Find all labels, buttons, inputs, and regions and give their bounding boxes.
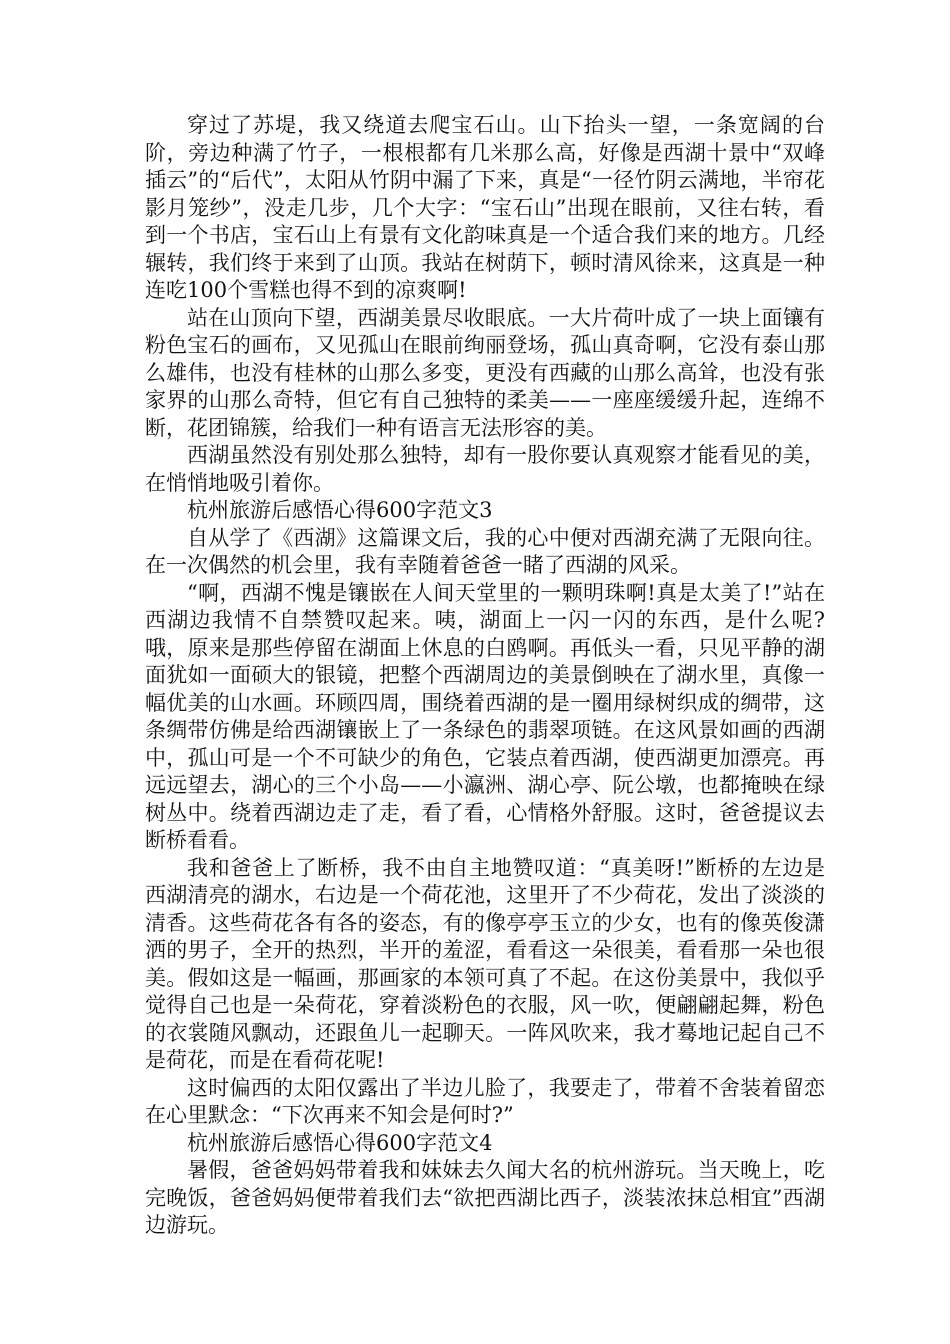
- paragraph-west-lake-charm: 西湖虽然没有别处那么独特，却有一股你要认真观察才能看见的美，在悄悄地吸引着你。: [145, 443, 825, 495]
- paragraph-essay3-lake: “啊，西湖不愧是镶嵌在人间天堂里的一颗明珠啊!真是太美了!”站在西湖边我情不自禁赞叹起来。咦，湖面上一闪一闪的东西，是什么呢?哦，原来是那些停留在湖面上休息的白鸥啊。再低头一看，只见平静的湖面犹如一面硕大的银镜，把整个西湖周边的美景倒映在了湖水里，真像一幅优美的山水画。环顾四周，围绕着西湖的是一圈用绿树织成的绸带，这条绸带仿佛是给西湖镶嵌上了一条绿色的翡翠项链。在这风景如画的西湖中，孤山可是一个不可缺少的角色，它装点着西湖，使西湖更加漂亮。再远远望去，湖心的三个小岛——小瀛洲、湖心亭、阮公墩，也都掩映在绿树丛中。绕着西湖边走了走，看了看，心情格外舒服。这时，爸爸提议去断桥看看。: [145, 580, 825, 852]
- paragraph-essay3-intro: 自从学了《西湖》这篇课文后，我的心中便对西湖充满了无限向往。在一次偶然的机会里，我有幸随着爸爸一睹了西湖的风采。: [145, 525, 825, 577]
- paragraph-mountain-top-view: 站在山顶向下望，西湖美景尽收眼底。一大片荷叶成了一块上面镶有粉色宝石的画布，又见孤山在眼前绚丽登场，孤山真奇啊，它没有泰山那么雄伟，也没有桂林的山那么多变，更没有西藏的山那么高耸，也没有张家界的山那么奇特，但它有自己独特的柔美——一座座缓缓升起，连绵不断，花团锦簇，给我们一种有语言无法形容的美。: [145, 305, 825, 440]
- paragraph-baoshi-mountain: 穿过了苏堤，我又绕道去爬宝石山。山下抬头一望，一条宽阔的台阶，旁边种满了竹子，一根根都有几米那么高，好像是西湖十景中“双峰插云”的“后代”，太阳从竹阴中漏了下来，真是“一径竹阴云满地，半帘花影月笼纱”，没走几步，几个大字：“宝石山”出现在眼前，又往右转，看到一个书店，宝石山上有景有文化韵味真是一个适合我们来的地方。几经辗转，我们终于来到了山顶。我站在树荫下，顿时清风徐来，这真是一种连吃100个雪糕也得不到的凉爽啊!: [145, 113, 825, 302]
- paragraph-essay3-farewell: 这时偏西的太阳仅露出了半边儿脸了，我要走了，带着不舍装着留恋在心里默念：“下次再来不知会是何时?”: [145, 1075, 825, 1127]
- essay-heading-4: 杭州旅游后感悟心得600字范文4: [187, 1130, 493, 1155]
- essay-heading-3: 杭州旅游后感悟心得600字范文3: [187, 498, 493, 522]
- paragraph-essay3-broken-bridge: 我和爸爸上了断桥，我不由自主地赞叹道：“真美呀!”断桥的左边是西湖清亮的湖水，右边是一个荷花池，这里开了不少荷花，发出了淡淡的清香。这些荷花各有各的姿态，有的像亭亭玉立的少女，也有的像英俊潇洒的男子，全开的热烈，半开的羞涩，看看这一朵很美，看看那一朵也很美。假如这是一幅画，那画家的本领可真了不起。在这份美景中，我似乎觉得自己也是一朵荷花，穿着淡粉色的衣服，风一吹，便翩翩起舞，粉色的衣裳随风飘动，还跟鱼儿一起聊天。一阵风吹来，我才蓦地记起自己不是荷花，而是在看荷花呢!: [145, 855, 825, 1072]
- paragraph-essay4-intro: 暑假，爸爸妈妈带着我和妹妹去久闻大名的杭州游玩。当天晚上，吃完晚饭，爸爸妈妈便带着我们去“欲把西湖比西子，淡装浓抹总相宜”西湖边游玩。: [145, 1158, 825, 1237]
- document-body: [145, 112, 825, 1240]
